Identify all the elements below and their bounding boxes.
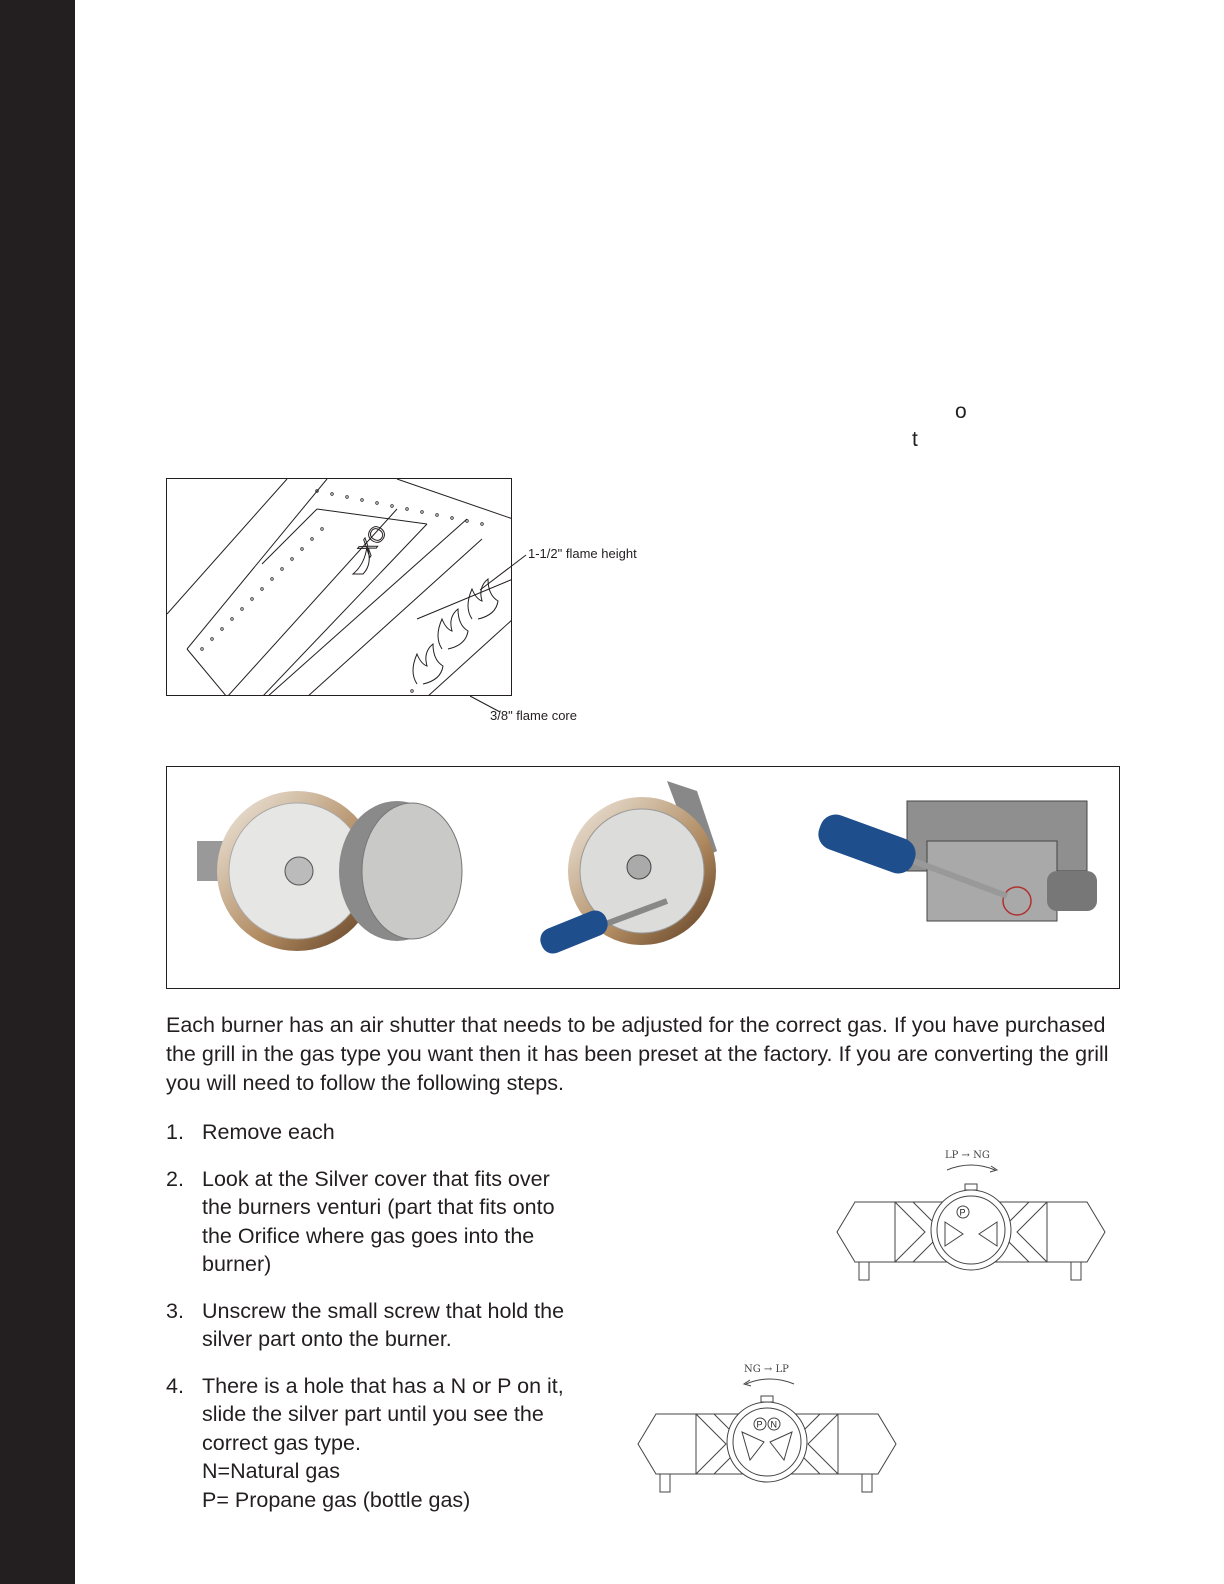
step-line: the burners venturi (part that fits onto xyxy=(202,1195,555,1219)
step-line: burner) xyxy=(202,1252,272,1276)
bezel-screwdriver-photo xyxy=(527,771,757,983)
burner-line-drawing xyxy=(167,479,512,696)
step-line: Unscrew the small screw that hold the xyxy=(202,1298,565,1323)
valve-adjust-photo xyxy=(807,771,1107,983)
rotate-arrow-icon xyxy=(947,1165,995,1170)
page-side-bar xyxy=(0,0,75,1584)
air-shutter-intro: Each burner has an air shutter that needs to be adjusted for the correct gas. If you have purchased the grill in the gas type you want then it has been preset at the factory. If you are converting the grill you will need to follow the following steps. xyxy=(166,1013,1109,1095)
step-number: 3. xyxy=(166,1298,184,1323)
shutter-direction-label: LP → NG xyxy=(945,1150,990,1161)
shutter-direction-label: NG → LP xyxy=(744,1364,789,1375)
shutter-diagram-lp-to-ng xyxy=(835,1144,1107,1286)
step-item xyxy=(166,1372,616,1515)
step-number: 4. xyxy=(166,1373,184,1398)
shutter-mark-p: P xyxy=(959,1207,966,1218)
step-line: slide the silver part until you see the xyxy=(202,1402,544,1426)
shutter-mark-p: P xyxy=(756,1419,763,1430)
step-item xyxy=(166,1297,616,1354)
step-line: Remove each xyxy=(202,1120,335,1144)
shutter-mark-n: N xyxy=(770,1419,777,1430)
step-line: There is a hole that has a N or P on it, xyxy=(202,1373,564,1398)
step-line: correct gas type. xyxy=(202,1430,361,1455)
shutter-diagram-ng-to-lp xyxy=(636,1356,898,1498)
stray-letter-t: t xyxy=(912,428,918,451)
stray-letter-o: o xyxy=(955,400,967,423)
step-item xyxy=(166,1165,616,1279)
step-line: silver part onto the burner. xyxy=(202,1327,452,1351)
step-number: 1. xyxy=(166,1120,184,1144)
flame-core-label: 3/8" flame core xyxy=(490,708,577,723)
flame-height-diagram xyxy=(166,478,512,696)
conversion-steps xyxy=(166,1118,616,1532)
knob-photo xyxy=(187,771,467,983)
callout-leader-lines xyxy=(470,550,530,720)
flame-height-label: 1-1/2" flame height xyxy=(528,546,637,561)
step-line: N=Natural gas xyxy=(202,1459,341,1483)
step-item xyxy=(166,1118,616,1147)
rotate-arrow-icon xyxy=(746,1379,794,1384)
step-line: P= Propane gas (bottle gas) xyxy=(202,1487,471,1512)
svg-text:XO: XO xyxy=(353,520,392,561)
valve-photos-frame xyxy=(166,766,1120,989)
step-line: Look at the Silver cover that fits over xyxy=(202,1166,550,1191)
step-line: the Orifice where gas goes into the xyxy=(202,1223,535,1248)
step-number: 2. xyxy=(166,1166,184,1191)
